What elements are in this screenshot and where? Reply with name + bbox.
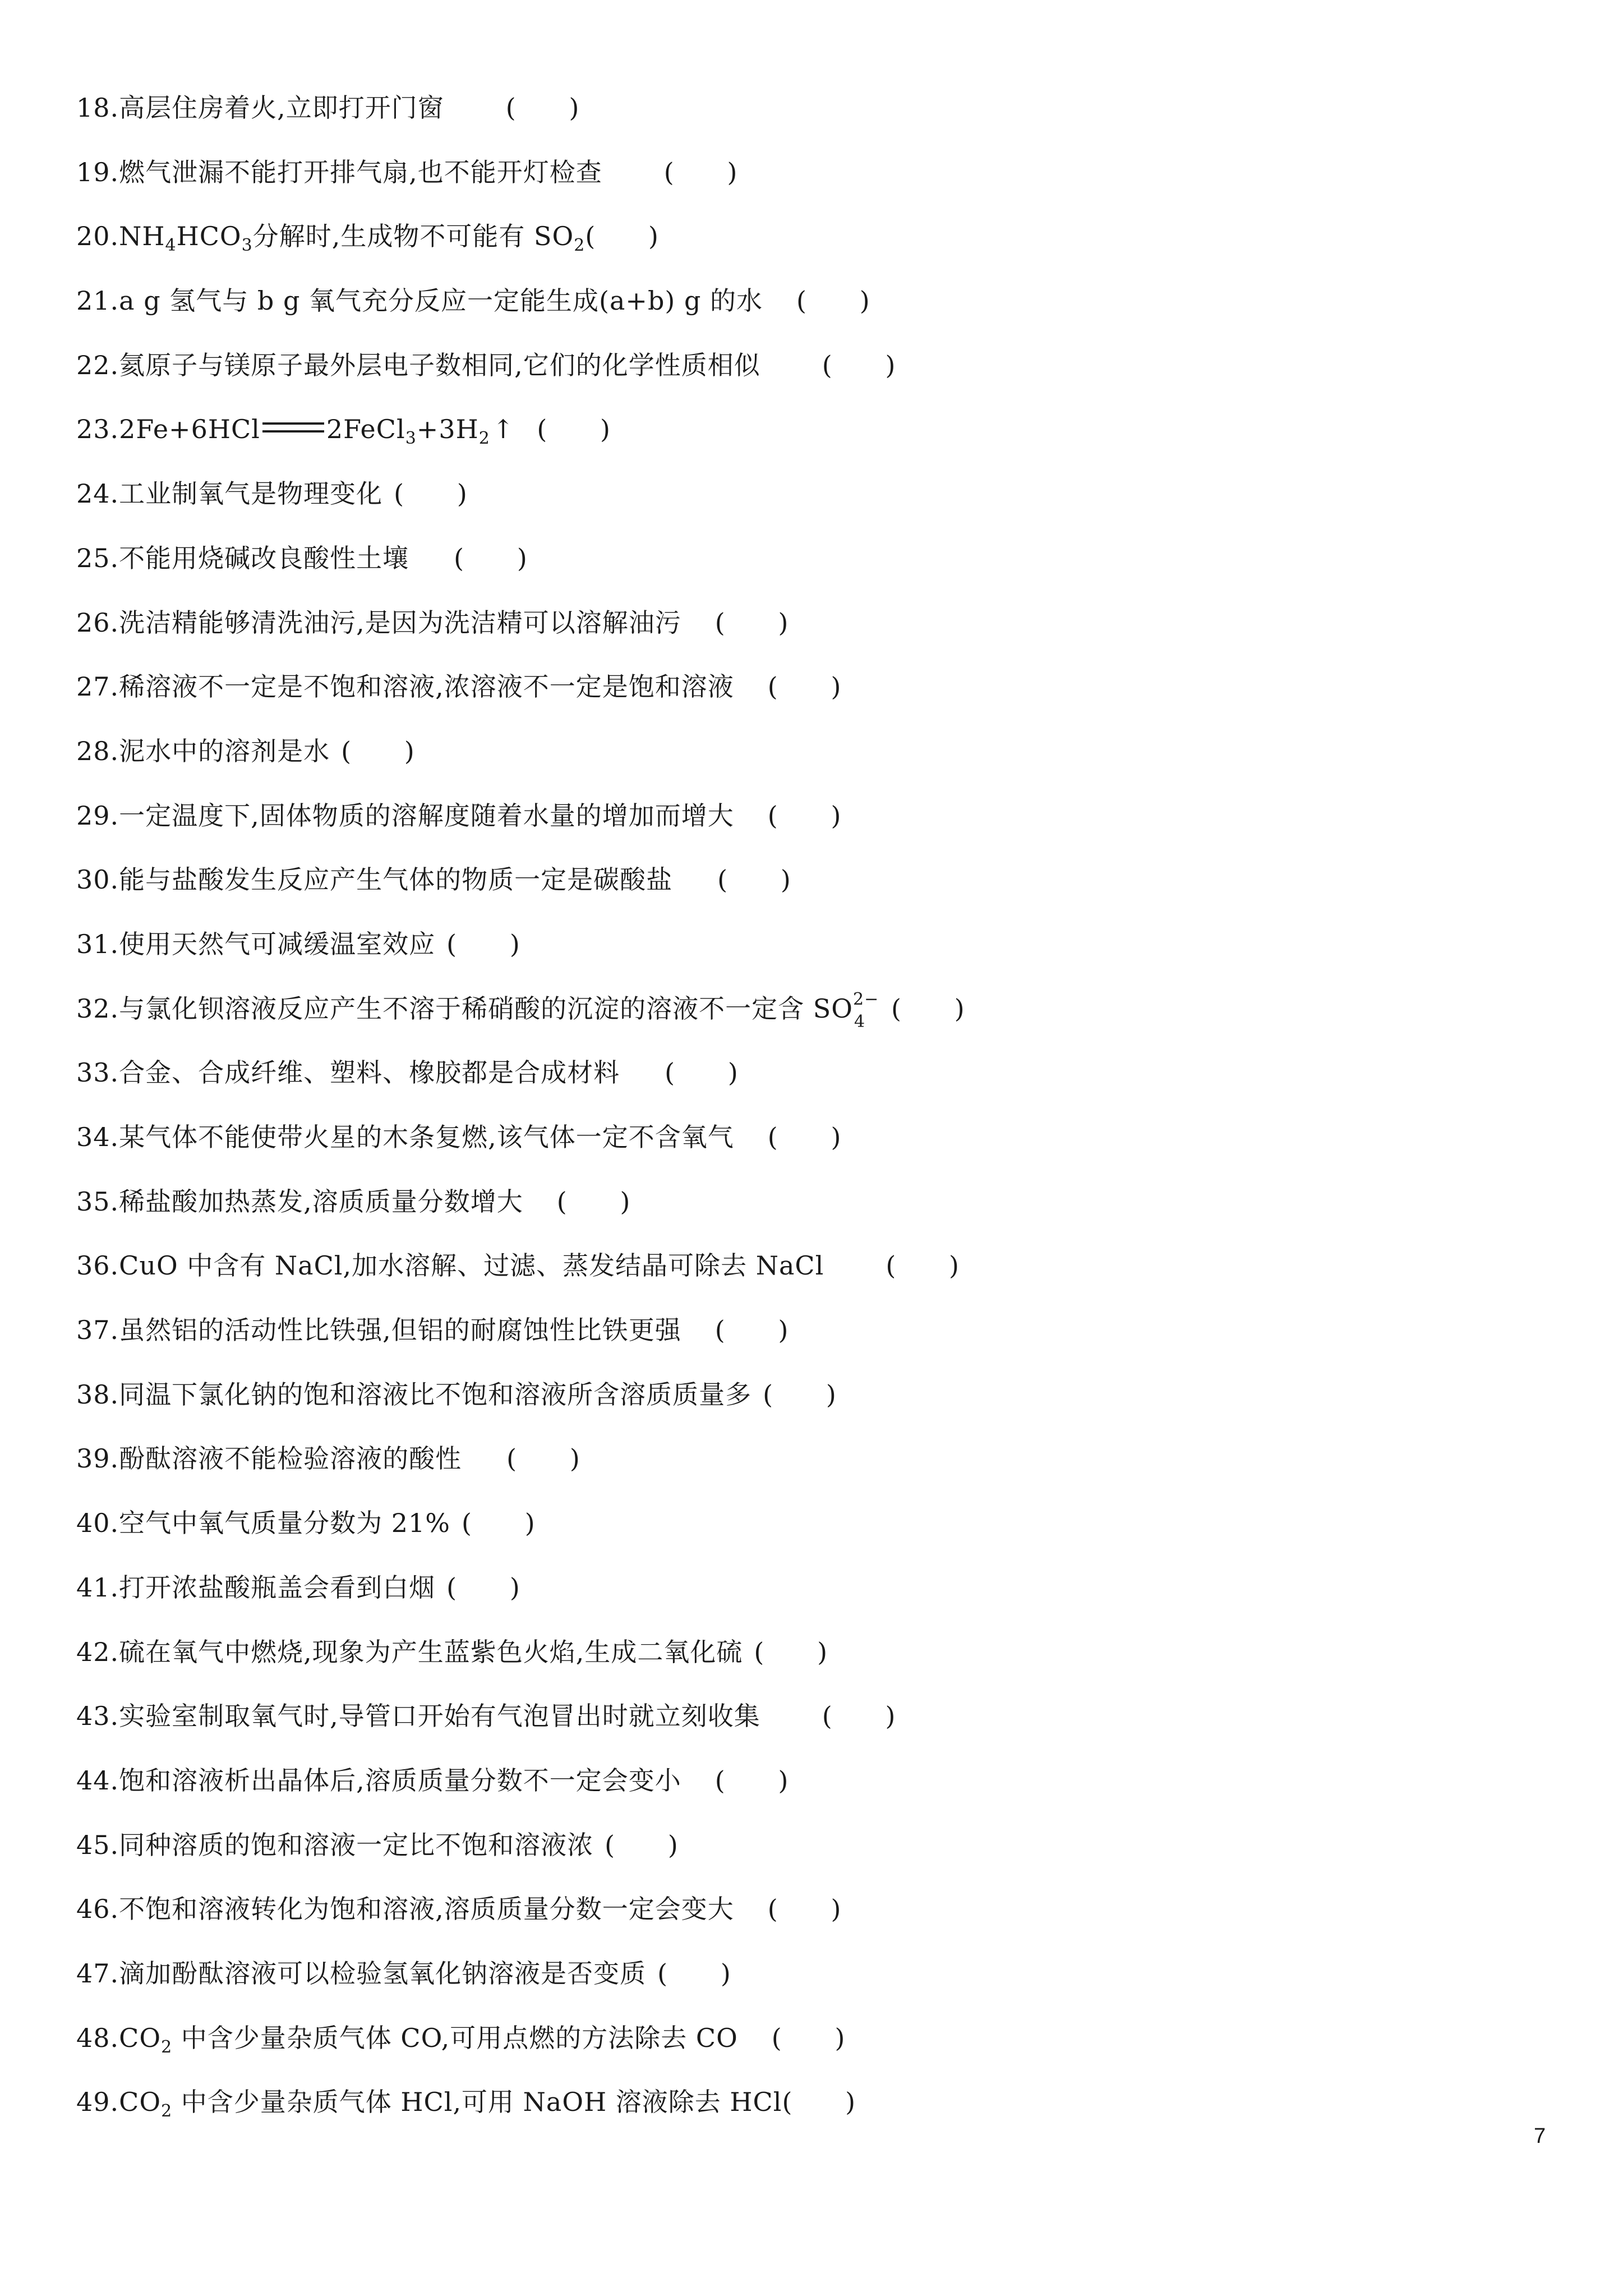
page-number: 7 [1534,2124,1546,2148]
answer-bracket: ( ) [585,221,659,252]
question-item [76,412,1478,477]
formula-subscript: 2 [478,429,490,449]
question-item [76,1957,1478,2021]
answer-bracket: ( ) [665,1057,739,1088]
question-text-run: CuO 中含有 NaCl,加水溶解、过滤、蒸发结晶可除去 NaCl [119,1250,824,1281]
question-number: 32. [76,993,119,1024]
answer-bracket: ( ) [446,928,520,959]
question-text-run: 不饱和溶液转化为饱和溶液,溶质质量分数一定会变大 [119,1894,734,1925]
formula-subscript: 4 [165,236,177,256]
question-text-run: HCO [176,221,242,252]
question-item [76,1764,1478,1828]
question-text-run: 合金、合成纤维、塑料、橡胶都是合成材料 [119,1057,620,1088]
question-number: 43. [76,1701,119,1732]
question-text-run: 中含少量杂质气体 HCl,可用 NaOH 溶液除去 HCl [172,2087,782,2118]
question-item [76,1056,1478,1120]
question-number: 18. [76,93,119,123]
question-item [76,1120,1478,1185]
answer-bracket: ( ) [771,2022,846,2053]
question-item [76,927,1478,992]
question-item [76,1249,1478,1313]
question-item [76,1378,1478,1442]
question-text [119,1056,620,1089]
answer-bracket: ( ) [822,1701,896,1732]
equation-reactants: 2Fe+6HCl [119,414,260,445]
answer-bracket: ( ) [462,1508,536,1539]
question-number: 46. [76,1894,119,1925]
question-text [119,1828,593,1862]
question-number: 41. [76,1572,119,1603]
formula-subscript: 3 [241,236,253,256]
question-text [119,1120,734,1154]
question-number: 39. [76,1443,119,1474]
question-number: 19. [76,157,119,187]
question-text [119,1185,523,1218]
question-number: 48. [76,2022,119,2053]
question-text-run: 氦原子与镁原子最外层电子数相同,它们的化学性质相似 [119,349,760,380]
question-text [119,284,763,318]
answer-bracket: ( ) [754,1636,828,1667]
question-item [76,1442,1478,1506]
question-number: 24. [76,478,119,509]
question-text-run: 洗洁精能够清洗油污,是因为洗洁精可以溶解油污 [119,607,681,638]
question-text [119,2021,738,2055]
question-text-run: 不能用烧碱改良酸性土壤 [119,542,409,573]
answer-bracket: ( ) [714,1315,789,1346]
question-text [119,989,879,1032]
question-text [119,799,734,832]
question-item [76,541,1478,606]
question-text [119,1313,681,1347]
question-number: 40. [76,1508,119,1539]
question-number: 38. [76,1379,119,1410]
answer-bracket: ( ) [505,93,580,123]
question-text-run: 同温下氯化钠的饱和溶液比不饱和溶液所含溶质质量多 [119,1379,752,1410]
answer-bracket: ( ) [717,864,791,895]
question-number: 31. [76,928,119,959]
question-text [119,1442,462,1475]
question-text [119,1571,435,1604]
question-text-run: NH [119,221,165,252]
answer-bracket: ( ) [767,1122,842,1152]
question-text [119,606,681,639]
question-text-run: 高层住房着火,立即打开门窗 [119,93,444,123]
question-number: 44. [76,1765,119,1796]
question-number: 28. [76,735,119,766]
question-text [119,348,760,382]
question-item [76,1635,1478,1700]
question-number: 33. [76,1057,119,1088]
answer-bracket: ( ) [454,542,528,573]
question-item [76,799,1478,863]
question-text [119,219,585,256]
question-text [119,1764,681,1797]
question-item [76,1828,1478,1893]
question-item [76,1185,1478,1249]
question-text-run: 使用天然气可减缓温室效应 [119,928,436,959]
equation-equals-sign [262,422,324,432]
question-number: 22. [76,349,119,380]
question-text-run: CO [119,2087,162,2118]
question-text-run: 酚酞溶液不能检验溶液的酸性 [119,1443,462,1474]
question-text-run: 分解时,生成物不可能有 SO [252,221,574,252]
answer-bracket: ( ) [394,478,468,509]
answer-bracket: ( ) [657,1958,731,1989]
formula-subscript: 3 [405,429,417,449]
question-text-run: a g 氢气与 b g 氧气充分反应一定能生成(a+b) g 的水 [119,286,763,316]
question-text [119,1506,450,1540]
equation-products: +3H [416,414,479,445]
answer-bracket: ( ) [714,1765,789,1796]
question-text-run: 与氯化钡溶液反应产生不溶于稀硝酸的沉淀的溶液不一定含 SO [119,993,854,1024]
question-text-run: 某气体不能使带火星的木条复燃,该气体一定不含氧气 [119,1122,734,1152]
question-number: 36. [76,1250,119,1281]
answer-bracket: ( ) [605,1829,679,1860]
gas-arrow-icon: ↑ [492,414,515,445]
question-text-run: 稀盐酸加热蒸发,溶质质量分数增大 [119,1186,523,1217]
question-item [76,2021,1478,2086]
question-text-run: 打开浓盐酸瓶盖会看到白烟 [119,1572,436,1603]
question-text [119,1892,734,1926]
question-text [119,2085,782,2122]
question-number: 25. [76,542,119,573]
question-text [119,927,435,961]
question-number: 37. [76,1315,119,1346]
answer-bracket: ( ) [506,1443,580,1474]
answer-bracket: ( ) [446,1572,520,1603]
question-text [119,1249,824,1282]
ion-charge: 2− [853,989,879,1009]
question-text-run: 能与盐酸发生反应产生气体的物质一定是碳酸盐 [119,864,673,895]
question-text-run: 滴加酚酞溶液可以检验氢氧化钠溶液是否变质 [119,1958,647,1989]
answer-bracket: ( ) [663,157,738,187]
question-text-run: CO [119,2022,162,2053]
question-number: 42. [76,1636,119,1667]
answer-bracket: ( ) [714,607,789,638]
question-text [119,1635,743,1669]
question-number: 26. [76,607,119,638]
question-text-run: 中含少量杂质气体 CO,可用点燃的方法除去 CO [172,2022,738,2053]
question-text-run: 一定温度下,固体物质的溶解度随着水量的增加而增大 [119,800,734,831]
answer-bracket: ( ) [556,1186,631,1217]
question-text [119,412,515,449]
question-number: 21. [76,286,119,316]
question-number: 47. [76,1958,119,1989]
question-number: 27. [76,671,119,702]
question-text [119,1957,646,1990]
question-text-run: 燃气泄漏不能打开排气扇,也不能开灯检查 [119,157,602,187]
answer-bracket: ( ) [767,800,842,831]
formula-subscript: 2 [161,2101,173,2122]
question-text-run: 工业制氧气是物理变化 [119,478,383,509]
ion-subscript: 4 [854,1011,866,1032]
question-text [119,670,734,703]
question-number: 29. [76,800,119,831]
question-text [119,91,444,125]
answer-bracket: ( ) [763,1379,837,1410]
answer-bracket: ( ) [886,1250,960,1281]
question-text [119,477,382,510]
question-item [76,219,1478,284]
question-item [76,989,1478,1056]
question-text-run: 泥水中的溶剂是水 [119,735,330,766]
question-text-run: 同种溶质的饱和溶液一定比不饱和溶液浓 [119,1829,594,1860]
question-text [119,155,602,189]
question-item [76,477,1478,541]
question-text [119,1378,751,1411]
question-text [119,1699,760,1733]
question-number: 23. [76,414,119,445]
question-item [76,863,1478,927]
answer-bracket: ( ) [767,671,842,702]
question-item [76,1571,1478,1635]
question-text-run: 实验室制取氧气时,导管口开始有气泡冒出时就立刻收集 [119,1701,760,1732]
question-number: 30. [76,864,119,895]
question-text-run: 稀溶液不一定是不饱和溶液,浓溶液不一定是饱和溶液 [119,671,734,702]
question-item [76,1313,1478,1378]
question-item [76,734,1478,799]
question-number: 35. [76,1186,119,1217]
question-text [119,541,409,575]
formula-subscript: 2 [161,2037,173,2057]
question-item [76,1699,1478,1764]
question-item [76,670,1478,734]
question-item [76,1506,1478,1571]
question-item [76,2085,1478,2150]
question-text-run: 饱和溶液析出晶体后,溶质质量分数不一定会变小 [119,1765,681,1796]
equation-products: 2FeCl [326,414,405,445]
question-number: 20. [76,221,119,252]
answer-bracket: ( ) [767,1894,842,1925]
sulfate-charge [853,989,879,1032]
question-list [76,91,1478,2150]
answer-bracket: ( ) [796,286,870,316]
question-item [76,284,1478,348]
question-item [76,348,1478,413]
question-number: 45. [76,1829,119,1860]
question-item [76,606,1478,670]
answer-bracket: ( ) [822,349,896,380]
question-number: 34. [76,1122,119,1152]
question-text-run: 虽然铝的活动性比铁强,但铝的耐腐蚀性比铁更强 [119,1315,681,1346]
question-text [119,863,672,896]
question-text [119,734,330,768]
answer-bracket: ( ) [537,414,611,445]
formula-subscript: 2 [574,236,585,256]
answer-bracket: ( ) [341,735,415,766]
question-item [76,1892,1478,1957]
answer-bracket: ( ) [782,2087,856,2118]
question-item [76,155,1478,220]
question-item [76,91,1478,155]
question-number: 49. [76,2087,119,2118]
question-text-run: 硫在氧气中燃烧,现象为产生蓝紫色火焰,生成二氧化硫 [119,1636,743,1667]
answer-bracket: ( ) [891,993,965,1024]
question-text-run: 空气中氧气质量分数为 21% [119,1508,451,1539]
